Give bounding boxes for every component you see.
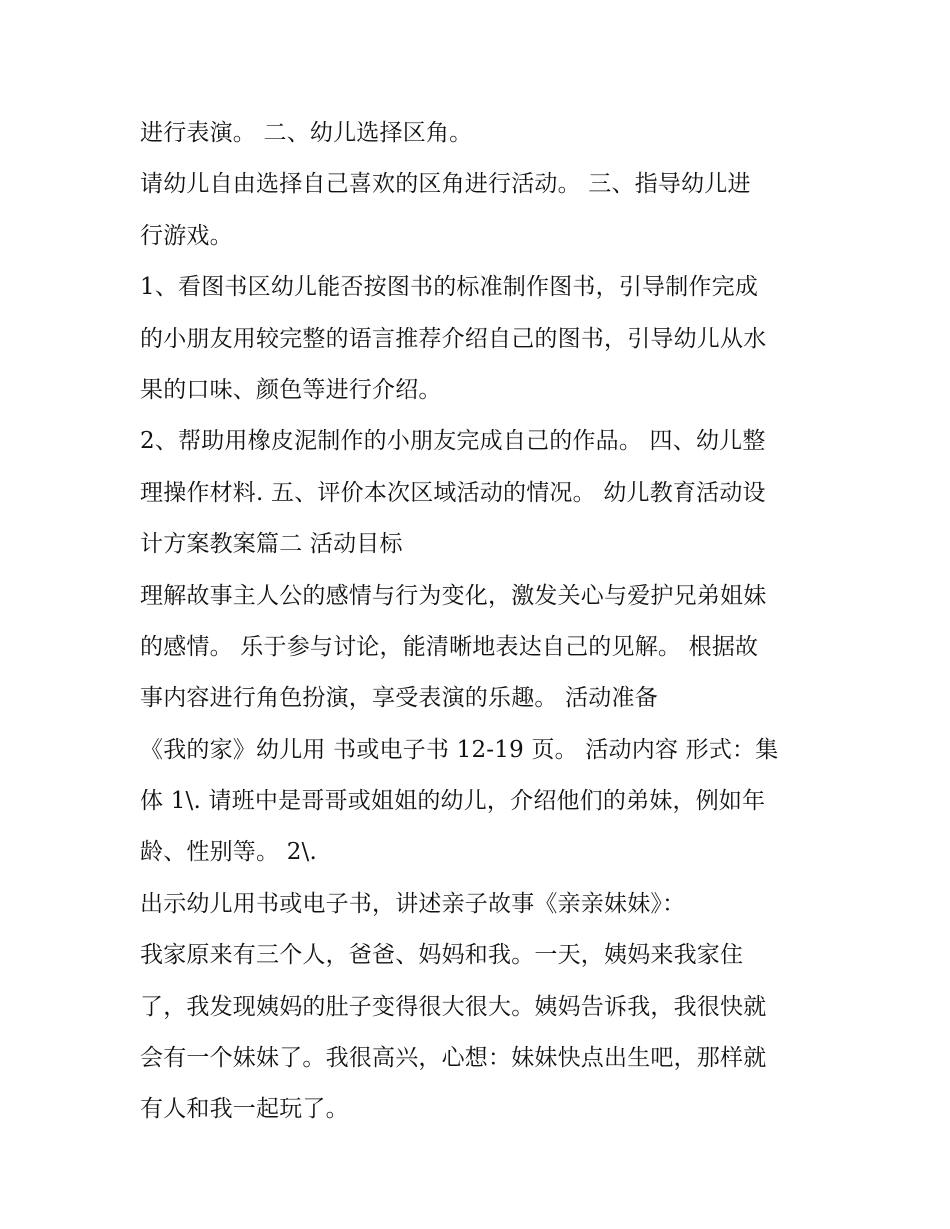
text-line: 进行表演。 二、幼儿选择区角。 [140,120,473,146]
text-line: 体 1\. 请班中是哥哥或姐姐的幼儿，介绍他们的弟妹，例如年 [140,788,766,815]
document-body [140,108,820,1136]
text-line: 请幼儿自由选择自己喜欢的区角进行活动。 三、指导幼儿进 [140,171,751,198]
text-line: 1、看图书区幼儿能否按图书的标准制作图书，引导制作完成 [140,274,759,301]
text-line: 有人和我一起玩了。 [140,1096,349,1123]
text-line: 了，我发现姨妈的肚子变得很大很大。姨妈告诉我，我很快就 [140,993,767,1020]
text-line: 出示幼儿用书或电子书，讲述亲子故事《亲亲妹妹》： [140,890,686,917]
text-line: 果的口味、颜色等进行介绍。 [140,376,442,403]
text-line: 事内容进行角色扮演，享受表演的乐趣。 活动准备 [140,685,658,712]
text-line: 我家原来有三个人，爸爸、妈妈和我。一天，姨妈来我家住 [140,942,744,969]
text-line: 2、帮助用橡皮泥制作的小朋友完成自己的作品。 四、幼儿整 [140,428,766,455]
text-line: 《我的家》幼儿用 书或电子书 12-19 页。 活动内容 形式：集 [140,736,779,763]
text-line: 的小朋友用较完整的语言推荐介绍自己的图书，引导幼儿从水 [140,325,767,352]
text-line: 龄、性别等。 2\. [140,839,318,866]
text-line: 会有一个妹妹了。我很高兴，心想：妹妹快点出生吧，那样就 [140,1045,767,1072]
text-line: 行游戏。 [140,222,233,249]
text-line: 理解故事主人公的感情与行为变化，激发关心与爱护兄弟姐妹 [140,582,767,609]
text-line: 计方案教案篇二 活动目标 [140,531,403,558]
text-line: 理操作材料. 五、评价本次区域活动的情况。 幼儿教育活动设 [140,479,766,506]
text-line: 的感情。 乐于参与讨论，能清晰地表达自己的见解。 根据故 [140,633,759,660]
